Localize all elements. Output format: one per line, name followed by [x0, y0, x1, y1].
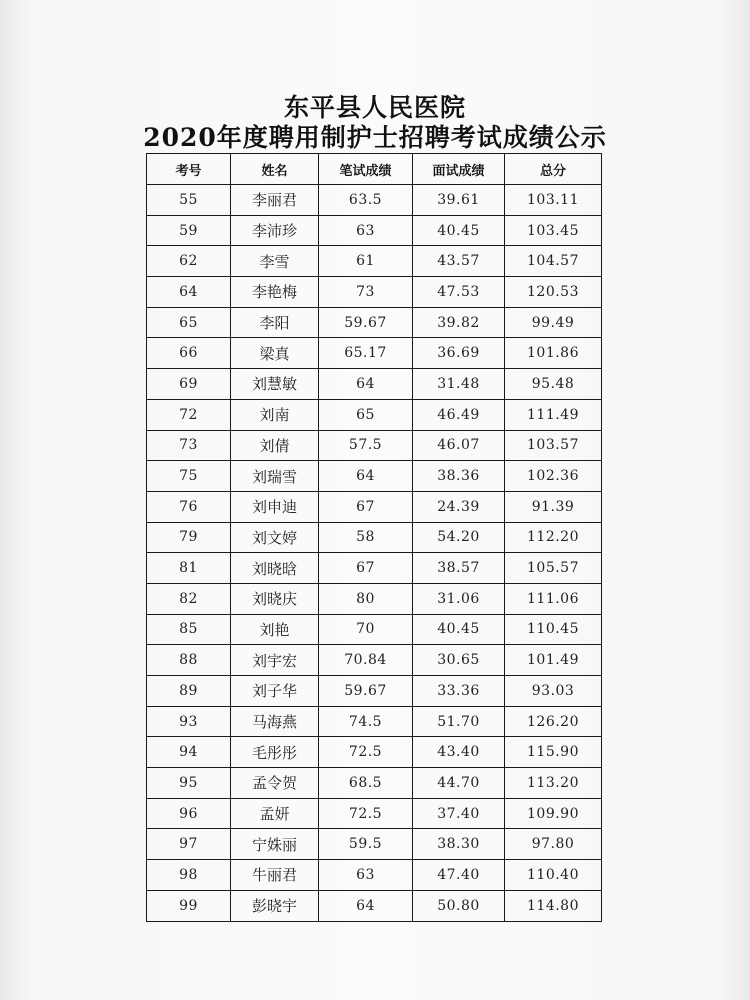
- name-cell: 彭晓宇: [231, 890, 319, 921]
- written-score-cell: 73: [319, 277, 413, 308]
- total-score-cell: 115.90: [505, 737, 602, 768]
- document-title: 东平县人民医院: [283, 93, 466, 122]
- total-score-cell: 126.20: [505, 706, 602, 737]
- exam-number-cell: 88: [147, 645, 231, 676]
- total-score-cell: 101.86: [505, 338, 602, 369]
- score-table-body: [147, 185, 602, 922]
- exam-number-cell: 64: [147, 277, 231, 308]
- interview-score-cell: 24.39: [413, 491, 505, 522]
- total-score-cell: 95.48: [505, 369, 602, 400]
- exam-number-cell: 81: [147, 553, 231, 584]
- interview-score-cell: 39.82: [413, 307, 505, 338]
- header-interview-score: 面试成绩: [413, 154, 505, 185]
- exam-number-cell: 97: [147, 829, 231, 860]
- total-score-cell: 97.80: [505, 829, 602, 860]
- exam-number-cell: 93: [147, 706, 231, 737]
- name-cell: 李艳梅: [231, 277, 319, 308]
- total-score-cell: 110.45: [505, 614, 602, 645]
- interview-score-cell: 36.69: [413, 338, 505, 369]
- header-total-score: 总分: [505, 154, 602, 185]
- total-score-cell: 111.06: [505, 583, 602, 614]
- exam-number-cell: 55: [147, 185, 231, 216]
- interview-score-cell: 47.40: [413, 860, 505, 891]
- total-score-cell: 103.11: [505, 185, 602, 216]
- name-cell: 刘晓晗: [231, 553, 319, 584]
- table-row: [147, 706, 602, 737]
- interview-score-cell: 43.40: [413, 737, 505, 768]
- table-row: [147, 676, 602, 707]
- written-score-cell: 67: [319, 491, 413, 522]
- exam-number-cell: 59: [147, 215, 231, 246]
- written-score-cell: 72.5: [319, 798, 413, 829]
- exam-number-cell: 65: [147, 307, 231, 338]
- name-cell: 刘瑞雪: [231, 461, 319, 492]
- written-score-cell: 64: [319, 461, 413, 492]
- name-cell: 刘晓庆: [231, 583, 319, 614]
- written-score-cell: 72.5: [319, 737, 413, 768]
- table-row: [147, 369, 602, 400]
- name-cell: 李沛珍: [231, 215, 319, 246]
- written-score-cell: 57.5: [319, 430, 413, 461]
- interview-score-cell: 47.53: [413, 277, 505, 308]
- exam-number-cell: 72: [147, 399, 231, 430]
- header-exam-number: 考号: [147, 154, 231, 185]
- table-header-row: [147, 154, 602, 185]
- name-cell: 刘南: [231, 399, 319, 430]
- score-table: [146, 153, 602, 922]
- name-cell: 牛丽君: [231, 860, 319, 891]
- exam-number-cell: 73: [147, 430, 231, 461]
- name-cell: 刘倩: [231, 430, 319, 461]
- interview-score-cell: 54.20: [413, 522, 505, 553]
- exam-number-cell: 66: [147, 338, 231, 369]
- table-row: [147, 399, 602, 430]
- table-row: [147, 890, 602, 921]
- interview-score-cell: 38.36: [413, 461, 505, 492]
- table-row: [147, 307, 602, 338]
- name-cell: 刘慧敏: [231, 369, 319, 400]
- document-subtitle: 2020年度聘用制护士招聘考试成绩公示: [143, 123, 607, 152]
- name-cell: 毛彤彤: [231, 737, 319, 768]
- written-score-cell: 63: [319, 860, 413, 891]
- interview-score-cell: 51.70: [413, 706, 505, 737]
- exam-number-cell: 69: [147, 369, 231, 400]
- written-score-cell: 67: [319, 553, 413, 584]
- name-cell: 刘申迪: [231, 491, 319, 522]
- written-score-cell: 59.67: [319, 676, 413, 707]
- written-score-cell: 80: [319, 583, 413, 614]
- written-score-cell: 70: [319, 614, 413, 645]
- exam-number-cell: 94: [147, 737, 231, 768]
- total-score-cell: 110.40: [505, 860, 602, 891]
- table-row: [147, 338, 602, 369]
- written-score-cell: 58: [319, 522, 413, 553]
- interview-score-cell: 30.65: [413, 645, 505, 676]
- interview-score-cell: 31.48: [413, 369, 505, 400]
- exam-number-cell: 79: [147, 522, 231, 553]
- total-score-cell: 109.90: [505, 798, 602, 829]
- total-score-cell: 99.49: [505, 307, 602, 338]
- total-score-cell: 103.57: [505, 430, 602, 461]
- table-row: [147, 430, 602, 461]
- table-row: [147, 768, 602, 799]
- exam-number-cell: 76: [147, 491, 231, 522]
- interview-score-cell: 40.45: [413, 215, 505, 246]
- interview-score-cell: 38.57: [413, 553, 505, 584]
- written-score-cell: 64: [319, 369, 413, 400]
- table-row: [147, 491, 602, 522]
- written-score-cell: 68.5: [319, 768, 413, 799]
- header-written-score: 笔试成绩: [319, 154, 413, 185]
- name-cell: 李丽君: [231, 185, 319, 216]
- table-row: [147, 829, 602, 860]
- interview-score-cell: 40.45: [413, 614, 505, 645]
- name-cell: 刘文婷: [231, 522, 319, 553]
- name-cell: 李阳: [231, 307, 319, 338]
- exam-number-cell: 85: [147, 614, 231, 645]
- interview-score-cell: 46.49: [413, 399, 505, 430]
- written-score-cell: 64: [319, 890, 413, 921]
- exam-number-cell: 95: [147, 768, 231, 799]
- name-cell: 李雪: [231, 246, 319, 277]
- interview-score-cell: 50.80: [413, 890, 505, 921]
- table-row: [147, 860, 602, 891]
- table-row: [147, 277, 602, 308]
- table-row: [147, 522, 602, 553]
- total-score-cell: 104.57: [505, 246, 602, 277]
- name-cell: 马海燕: [231, 706, 319, 737]
- interview-score-cell: 43.57: [413, 246, 505, 277]
- total-score-cell: 91.39: [505, 491, 602, 522]
- exam-number-cell: 82: [147, 583, 231, 614]
- table-row: [147, 553, 602, 584]
- written-score-cell: 59.67: [319, 307, 413, 338]
- exam-number-cell: 98: [147, 860, 231, 891]
- interview-score-cell: 31.06: [413, 583, 505, 614]
- interview-score-cell: 44.70: [413, 768, 505, 799]
- table-row: [147, 798, 602, 829]
- name-cell: 孟令贺: [231, 768, 319, 799]
- table-row: [147, 645, 602, 676]
- table-row: [147, 215, 602, 246]
- written-score-cell: 70.84: [319, 645, 413, 676]
- table-row: [147, 583, 602, 614]
- interview-score-cell: 39.61: [413, 185, 505, 216]
- name-cell: 刘宇宏: [231, 645, 319, 676]
- exam-number-cell: 96: [147, 798, 231, 829]
- written-score-cell: 65: [319, 399, 413, 430]
- name-cell: 刘子华: [231, 676, 319, 707]
- written-score-cell: 65.17: [319, 338, 413, 369]
- total-score-cell: 112.20: [505, 522, 602, 553]
- name-cell: 梁真: [231, 338, 319, 369]
- written-score-cell: 63: [319, 215, 413, 246]
- total-score-cell: 113.20: [505, 768, 602, 799]
- interview-score-cell: 38.30: [413, 829, 505, 860]
- total-score-cell: 120.53: [505, 277, 602, 308]
- total-score-cell: 102.36: [505, 461, 602, 492]
- table-row: [147, 246, 602, 277]
- exam-number-cell: 62: [147, 246, 231, 277]
- name-cell: 孟妍: [231, 798, 319, 829]
- interview-score-cell: 33.36: [413, 676, 505, 707]
- table-row: [147, 614, 602, 645]
- total-score-cell: 114.80: [505, 890, 602, 921]
- exam-number-cell: 89: [147, 676, 231, 707]
- total-score-cell: 101.49: [505, 645, 602, 676]
- interview-score-cell: 37.40: [413, 798, 505, 829]
- written-score-cell: 61: [319, 246, 413, 277]
- name-cell: 宁姝丽: [231, 829, 319, 860]
- written-score-cell: 63.5: [319, 185, 413, 216]
- total-score-cell: 103.45: [505, 215, 602, 246]
- exam-number-cell: 75: [147, 461, 231, 492]
- written-score-cell: 59.5: [319, 829, 413, 860]
- total-score-cell: 111.49: [505, 399, 602, 430]
- interview-score-cell: 46.07: [413, 430, 505, 461]
- header-name: 姓名: [231, 154, 319, 185]
- written-score-cell: 74.5: [319, 706, 413, 737]
- total-score-cell: 93.03: [505, 676, 602, 707]
- table-row: [147, 737, 602, 768]
- table-row: [147, 461, 602, 492]
- table-row: [147, 185, 602, 216]
- total-score-cell: 105.57: [505, 553, 602, 584]
- exam-number-cell: 99: [147, 890, 231, 921]
- name-cell: 刘艳: [231, 614, 319, 645]
